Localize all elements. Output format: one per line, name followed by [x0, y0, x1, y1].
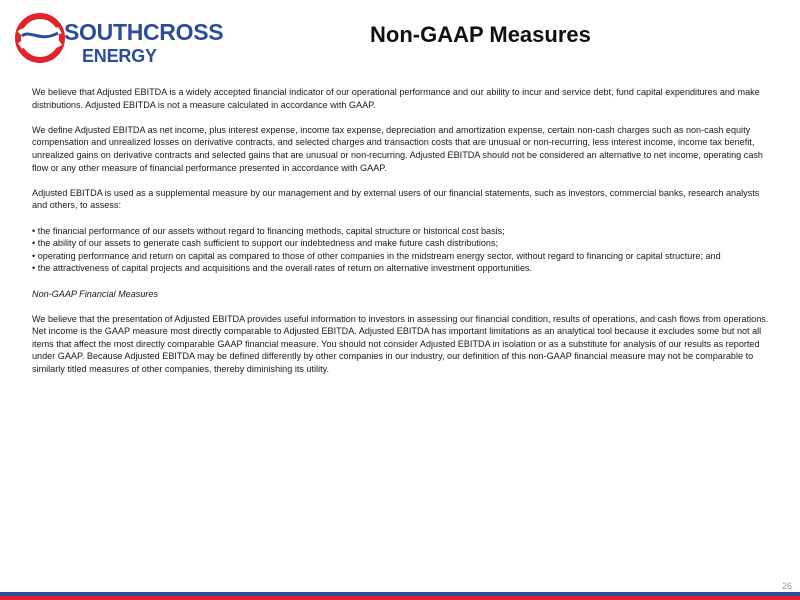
section-heading: Non-GAAP Financial Measures — [32, 288, 159, 299]
paragraph-non-gaap-presentation: We believe that the presentation of Adjusted EBITDA provides useful information to investors in assessing our financial condition, results of operations, and cash flows from operations. Net income is the GAAP measure most directly comparable to Adjusted EBITDA. Adjusted EBITDA has important limitations as an analytical tool because it excludes some but not all items that affect the most directly comparable GAAP financial measure. You should not consider Adjusted EBITDA in isolation or as a substitute for analysis of our results as reported under GAAP. Because Adjusted EBITDA may be defined differently by other companies in our industry, our definition of this non-GAAP financial measure may not be comparable to similarly titled measures of other companies, thereby diminishing its utility. — [32, 313, 769, 375]
paragraph-ebitda-usage: Adjusted EBITDA is used as a supplemental measure by our management and by external users of our financial statements, such as investors, commercial banks, research analysts and others, to assess: — [32, 187, 760, 211]
page-number: 26 — [781, 581, 792, 591]
bullet-item: • the ability of our assets to generate cash sufficient to support our indebtedness and make future cash distributions; — [32, 238, 499, 249]
bullet-item: • the attractiveness of capital projects and acquisitions and the overall rates of return on alternative investment opportunities. — [32, 263, 533, 274]
southcross-logo-icon — [14, 12, 66, 64]
bullet-item: • the financial performance of our assets without regard to financing methods, capital structure or historical cost basis; — [32, 225, 505, 236]
logo-word-southcross: SOUTHCROSS — [64, 19, 224, 45]
footer-bar-red — [0, 596, 800, 600]
paragraph-ebitda-indicator: We believe that Adjusted EBITDA is a widely accepted financial indicator of our operational performance and our ability to incur and service debt, fund capital expenditures and make distributions. Adjusted EBITDA is not a measure calculated in accordance with GAAP. — [32, 87, 760, 110]
paragraph-ebitda-definition: We define Adjusted EBITDA as net income, plus interest expense, income tax expense, depreciation and amortization expense, certain non-cash charges such as non-cash equity compensation and unrealized losses on derivative contracts, and selected charges and transaction costs that are unusual or non-recurring, less interest income, income tax benefit, unrealized gains on derivative contracts and selected gains that are unusual or non-recurring. Adjusted EBITDA should not be considered an alternative to net income, operating cash flow or any other measure of financial performance presented in accordance with GAAP. — [32, 124, 763, 173]
assessment-bullet-list — [32, 225, 770, 275]
body-content — [32, 86, 770, 388]
page-title: Non-GAAP Measures — [370, 22, 591, 47]
company-logo — [14, 10, 224, 70]
bullet-item: • operating performance and return on capital as compared to those of other companies in the midstream energy sector, without regard to financing or capital structure; and — [32, 250, 721, 261]
logo-word-energy: ENERGY — [82, 46, 157, 66]
